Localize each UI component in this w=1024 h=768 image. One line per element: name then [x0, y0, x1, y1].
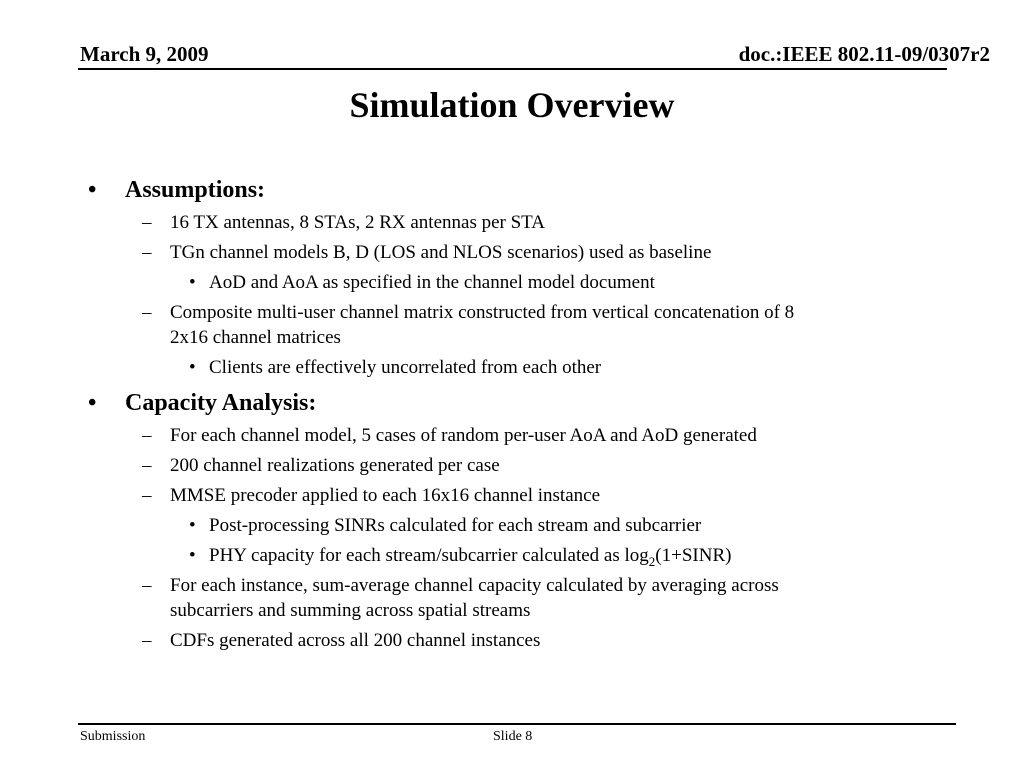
list-item: Composite multi-user channel matrix constructed from vertical concatenation of 8	[170, 302, 795, 323]
list-item: AoD and AoA as specified in the channel model document	[209, 272, 655, 293]
footer-submission: Submission	[80, 729, 146, 744]
bullet-marker: •	[88, 390, 97, 416]
bullet-marker: •	[189, 272, 196, 293]
bullet-marker: •	[88, 177, 97, 203]
list-item: 200 channel realizations generated per case	[170, 455, 500, 476]
bullet-marker: •	[189, 545, 196, 566]
list-item: For each channel model, 5 cases of random per-user AoA and AoD generated	[170, 425, 757, 446]
section-heading-capacity-analysis: Capacity Analysis:	[125, 390, 317, 416]
dash-marker: –	[142, 302, 152, 323]
dash-marker: –	[142, 575, 152, 596]
bullet-marker: •	[189, 357, 196, 378]
dash-marker: –	[142, 425, 152, 446]
list-item: Clients are effectively uncorrelated from each other	[209, 357, 602, 378]
list-item: MMSE precoder applied to each 16x16 channel instance	[170, 485, 600, 506]
dash-marker: –	[142, 212, 152, 233]
list-item: TGn channel models B, D (LOS and NLOS scenarios) used as baseline	[170, 242, 712, 263]
dash-marker: –	[142, 485, 152, 506]
footer-slide-number: Slide 8	[493, 729, 533, 744]
section-heading-assumptions: Assumptions:	[125, 177, 266, 203]
dash-marker: –	[142, 242, 152, 263]
bullet-marker: •	[189, 515, 196, 536]
formula-text: PHY capacity for each stream/subcarrier calculated as log	[209, 545, 649, 566]
header-doc-id: doc.:IEEE 802.11-09/0307r2	[738, 42, 990, 66]
list-item	[209, 545, 731, 570]
formula-subscript: 2	[648, 553, 656, 569]
formula-argument: (1+SINR)	[655, 545, 732, 566]
dash-marker: –	[142, 455, 152, 476]
list-item: CDFs generated across all 200 channel instances	[170, 630, 541, 651]
footer-rule	[78, 723, 956, 725]
list-item-continuation: subcarriers and summing across spatial streams	[170, 600, 531, 621]
dash-marker: –	[142, 630, 152, 651]
slide-title: Simulation Overview	[349, 85, 675, 125]
list-item: Post-processing SINRs calculated for each stream and subcarrier	[209, 515, 702, 536]
list-item-continuation: 2x16 channel matrices	[170, 327, 341, 348]
list-item: 16 TX antennas, 8 STAs, 2 RX antennas per STA	[170, 212, 545, 233]
header-date: March 9, 2009	[80, 42, 209, 66]
list-item: For each instance, sum-average channel capacity calculated by averaging across	[170, 575, 779, 596]
